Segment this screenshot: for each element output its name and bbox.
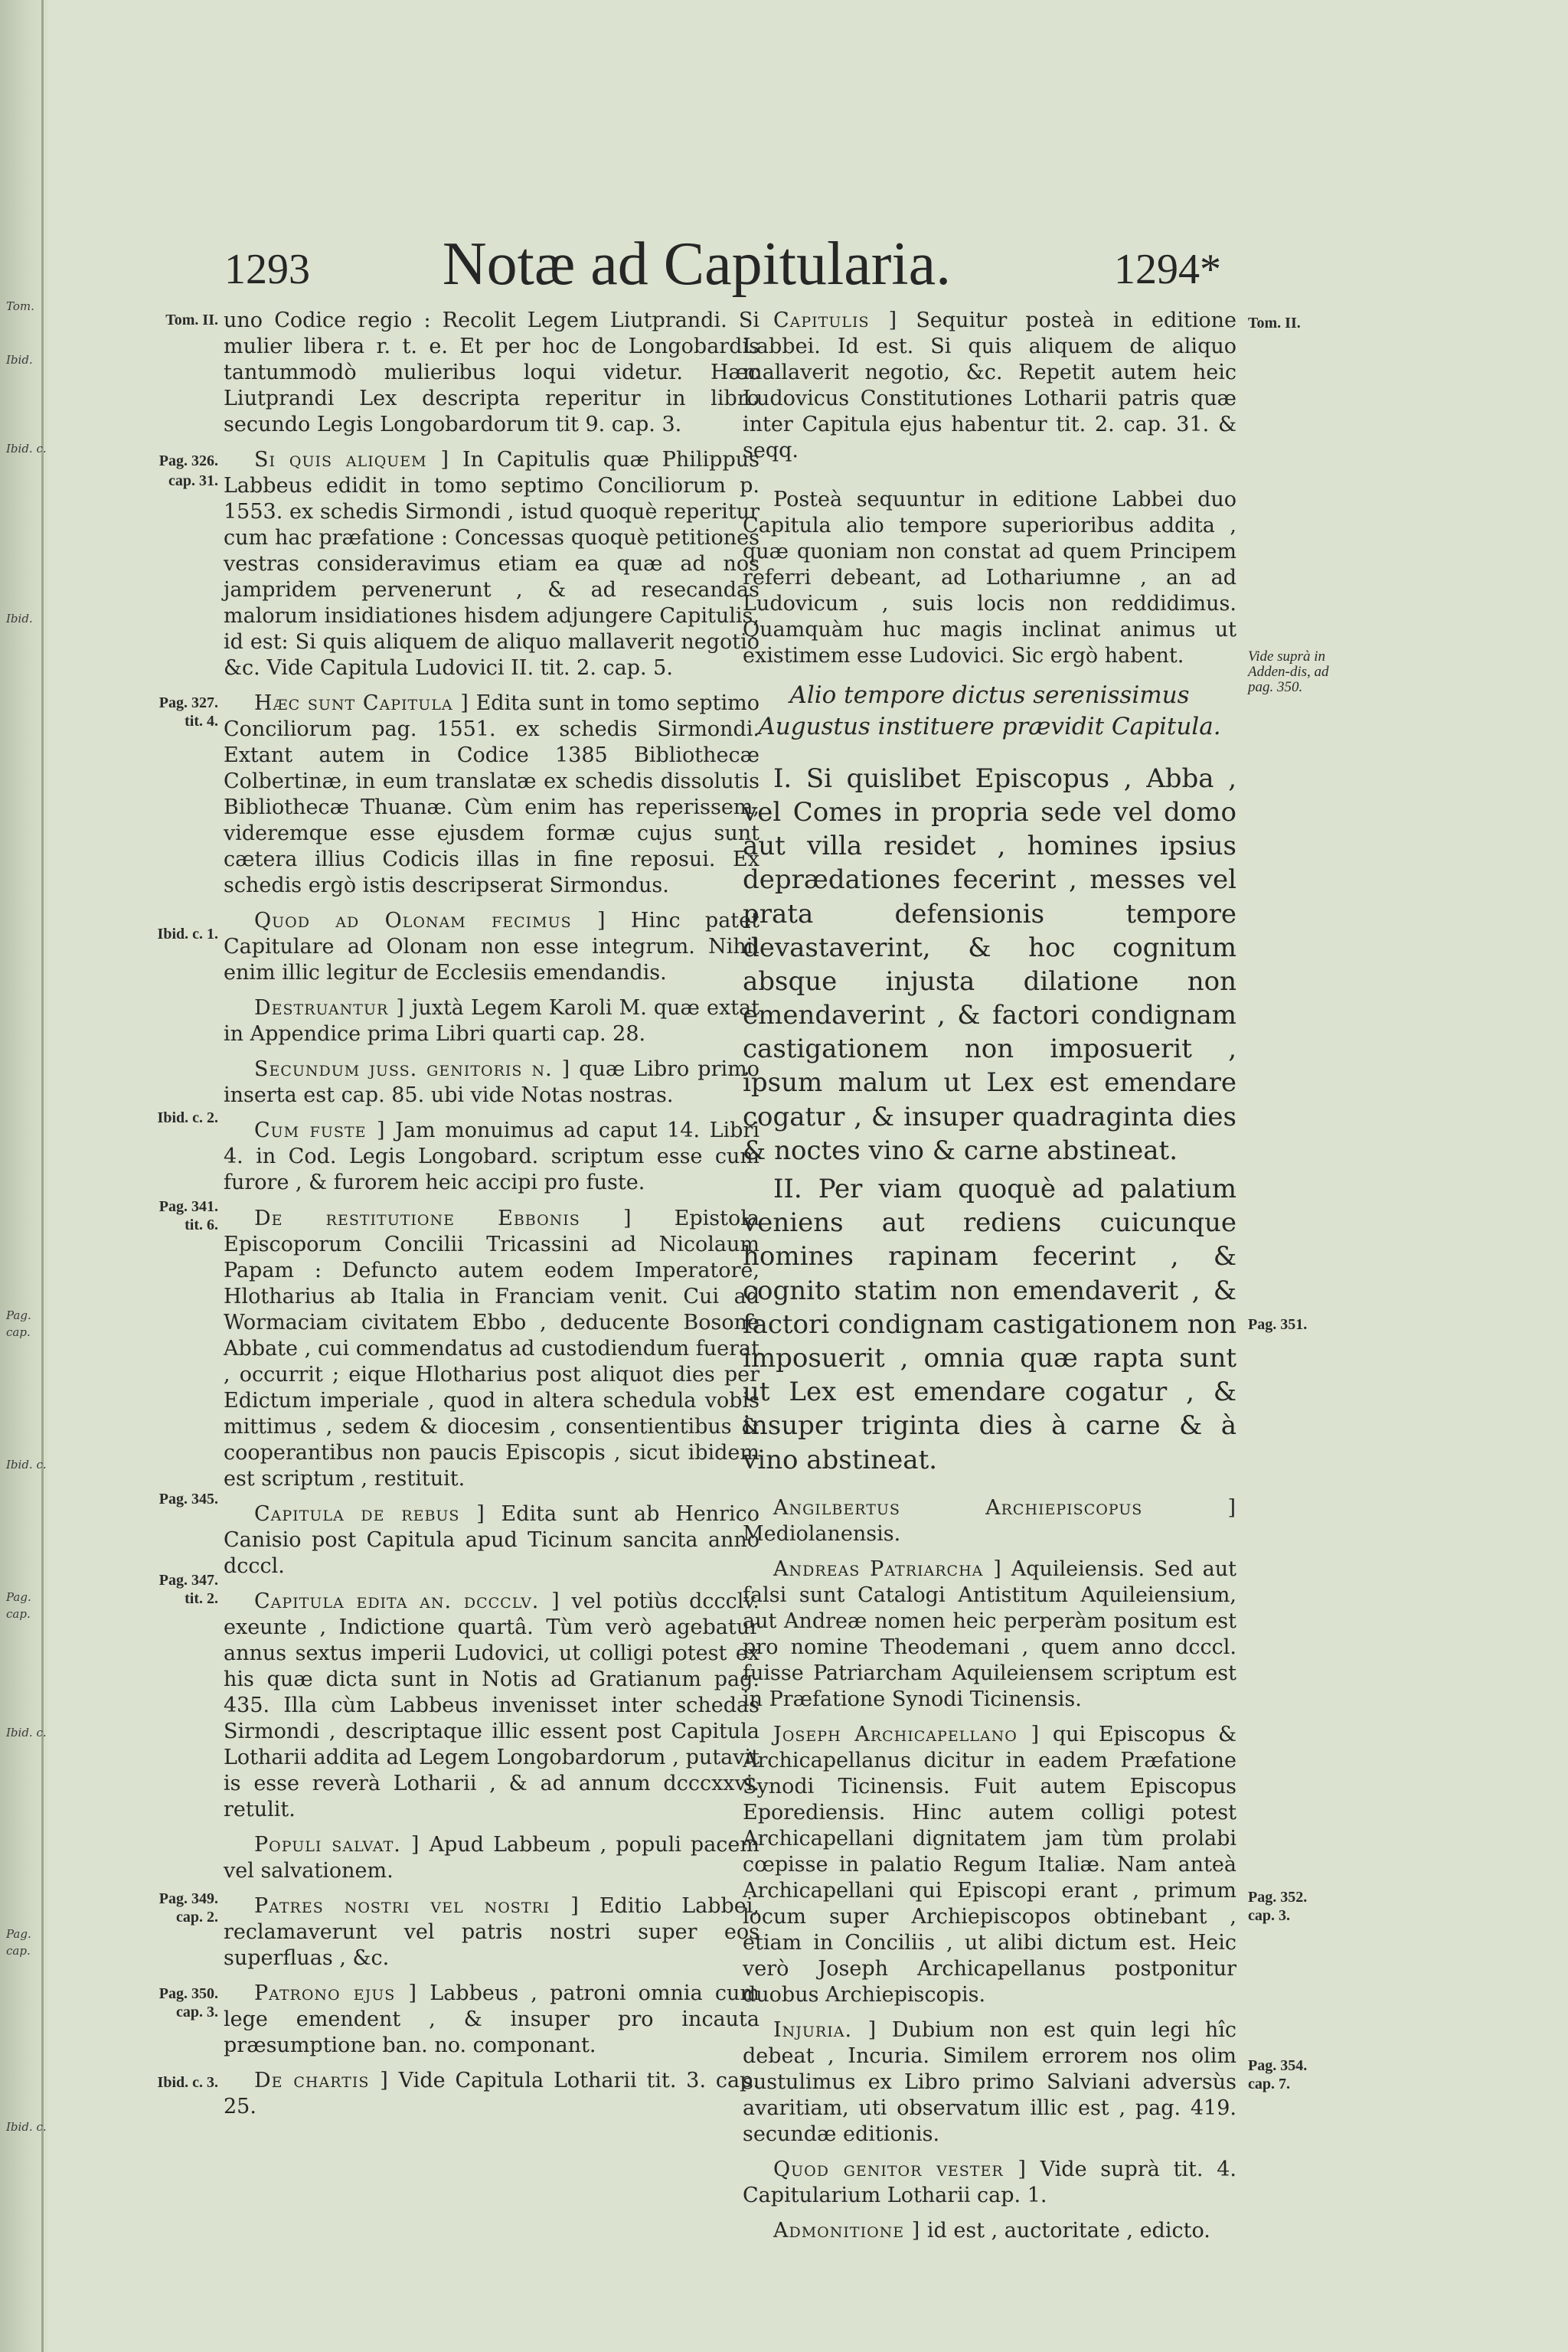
- note-paragraph: [224, 1501, 760, 1579]
- note-paragraph: [743, 2157, 1236, 2209]
- note-text: Jam monuimus ad caput 14. Libri 4. in Cod. Legis Longobard. scriptum esse cum furore , & furorem heic accipi pro fuste.: [224, 1119, 760, 1195]
- margin-note: Pag. 352.: [1248, 1889, 1308, 1906]
- capitula-heading: Alio tempore dictus serenissimus Augustus instituere prævidit Capitula.: [758, 681, 1221, 740]
- note-paragraph: [743, 1557, 1236, 1713]
- lemma: De chartis ]: [254, 2068, 389, 2092]
- margin-note: cap. 2.: [176, 1909, 218, 1926]
- margin-note: Vide suprà in Adden-dis, ad pag. 350.: [1248, 648, 1329, 695]
- lemma: Capitulis ]: [773, 309, 898, 332]
- note-paragraph: [224, 691, 760, 899]
- note-paragraph: [224, 1589, 760, 1823]
- note-paragraph: [743, 487, 1236, 669]
- margin-note: Pag. 327.: [158, 694, 218, 711]
- note-text: id est , auctoritate , edicto.: [926, 2219, 1210, 2243]
- margin-note: tit. 4.: [185, 713, 218, 730]
- note-paragraph: [224, 2068, 760, 2120]
- edge-fragment: Tom.: [6, 299, 34, 313]
- lemma: Capitula de rebus ]: [254, 1501, 485, 1526]
- margin-note: Pag. 351.: [1248, 1316, 1308, 1333]
- note-text: Mediolanensis.: [743, 1521, 901, 1546]
- margin-note: Tom. II.: [1248, 315, 1301, 332]
- page-number-right: 1294*: [1114, 246, 1221, 293]
- lemma: Admonitione ]: [773, 2219, 921, 2243]
- edge-fragment: cap.: [6, 1325, 31, 1339]
- lemma: Cum fuste ]: [254, 1119, 386, 1143]
- margin-note: Pag. 347.: [158, 1572, 218, 1589]
- margin-note: Ibid. c. 2.: [157, 1109, 218, 1126]
- margin-note: cap. 7.: [1248, 2076, 1290, 2092]
- note-paragraph: [224, 308, 760, 438]
- note-paragraph: [224, 995, 760, 1047]
- note-text: juxtà Legem Karoli M. quæ extat in Appendice prima Libri quarti cap. 28.: [224, 996, 760, 1047]
- edge-fragment: cap.: [6, 1944, 31, 1958]
- note-text: Posteà sequuntur in editione Labbei duo Capitula alio tempore superioribus addita , quæ quoniam non constat ad quem Principem referri debeant, ad Lothariumne , an ad Ludovicum , suis locis non reddidimus. Quamquàm huc magis inclinat animus ut existimem esse Ludovici. Sic ergò habent.: [743, 488, 1236, 668]
- edge-fragment: Ibid. c.: [6, 2120, 47, 2134]
- note-text: Hinc patet Capitulare ad Olonam non esse integrum. Nihil enim illic legitur de Ecclesiis emendandis.: [224, 909, 760, 985]
- note-text: qui Episcopus & Archicapellanus dicitur in eadem Præfatione Synodi Ticinensis. Fuit autem Episcopus Eporediensis. Hinc autem colligi potest Archicapellani dignitatem jam tùm prolabi cœpisse in palatio Regum Italiæ. Nam anteà Archicapellani qui Episcopi erant , primum locum super Archiepiscopos obtinebant , etiam in Conciliis , ut alibi dictum est. Heic verò Joseph Archicapellanus postponitur duobus Archiepiscopis.: [743, 1722, 1236, 2007]
- lemma: Populi salvat. ]: [254, 1832, 420, 1857]
- lemma: Andreas Patriarcha ]: [773, 1557, 1002, 1581]
- margin-note: Pag. 345.: [158, 1491, 218, 1508]
- edge-fragment: Pag.: [6, 1590, 31, 1604]
- note-paragraph: [224, 1057, 760, 1109]
- note-paragraph: [224, 447, 760, 681]
- page-number-left: 1293: [224, 246, 310, 293]
- note-text: Aquileiensis. Sed aut falsi sunt Catalogi Antistitum Aquileiensium, aut Andreæ nomen heic perperàm positum est pro nomine Theodemani , quem anno dcccl. fuisse Patriarcham Aquileiensem scriptum est in Præfatione Synodi Ticinensis.: [743, 1557, 1236, 1711]
- note-text: Edita sunt ab Henrico Canisio post Capitula apud Ticinum sancita anno dcccl.: [224, 1501, 760, 1578]
- margin-note: tit. 2.: [185, 1590, 218, 1607]
- capitulum-paragraph: II. Per viam quoquè ad palatium veniens aut rediens cuicunque homines rapinam fecerint , & cognito statim non emendaverit , & factori condignam castigationem non imposuerit , omnia quæ rapta sunt ut Lex est emendare cogatur , & insuper triginta dies à carne & à vino abstineat.: [743, 1174, 1236, 1475]
- note-text: Labbeus , patroni omnia cum lege emendent , & insuper pro incauta præsumptione ban. no. componant.: [224, 1981, 760, 2057]
- note-paragraph: [224, 1981, 760, 2059]
- margin-note: Pag. 350.: [158, 1985, 218, 2002]
- note-text: In Capitulis quæ Philippus Labbeus edidit in tomo septimo Conciliorum p. 1553. ex schedis Sirmondi , istud quoquè reperitur cum hac præfatione : Concessas quoquè petitiones vestras consideravimus etiam ea quæ ad nos jampridem pervenerunt , & ad resecandas malorum insidiationes hisdem adjungere Capitulis, id est: Si quis aliquem de aliquo mallaverit negotio &c. Vide Capitula Ludovici II. tit. 2. cap. 5.: [224, 448, 760, 681]
- lemma: Patrono ejus ]: [254, 1981, 418, 2005]
- note-paragraph: [743, 1722, 1236, 2008]
- note-paragraph: [224, 908, 760, 986]
- lemma: De restitutione Ebbonis ]: [254, 1206, 632, 1230]
- note-text: Editio Labbei, reclamaverunt vel patris nostri super eos superfluas , &c.: [224, 1893, 760, 1970]
- note-text: quæ Libro primo inserta est cap. 85. ubi vide Notas nostras.: [224, 1057, 760, 1108]
- note-paragraph: [743, 2017, 1236, 2148]
- lemma: Injuria. ]: [773, 2018, 877, 2043]
- margin-note: Tom. II.: [165, 312, 218, 328]
- note-paragraph: [224, 1118, 760, 1196]
- lemma: Angilbertus Archiepiscopus ]: [773, 1495, 1236, 1520]
- edge-fragment: Ibid. c.: [6, 1458, 47, 1472]
- margin-note: cap. 3.: [176, 2004, 218, 2020]
- lemma: Quod genitor vester ]: [773, 2158, 1027, 2182]
- lemma: Destruantur ]: [254, 996, 405, 1021]
- capitulum-paragraph: I. Si quislibet Episcopus , Abba , vel Comes in propria sede vel domo aut villa residet , homines ipsius deprædationes fecerint , messes vel prata defensionis tempore devastaverint, & hoc cognitum absque injusta dilatione non emendaverint , & factori condignam castigationem non imposuerit , ipsum malum ut Lex est emendare cogatur , & insuper quadraginta dies & noctes vino & carne abstineat.: [743, 763, 1236, 1166]
- note-text: uno Codice regio : Recolit Legem Liutprandi. Si mulier libera r. t. e. Et per hoc de Longobardis tantummodò mulieribus loqui videtur. Hæc Liutprandi Lex descripta reperitur in libro secundo Legis Longobardorum tit 9. cap. 3.: [224, 309, 760, 437]
- left-column: [224, 308, 760, 2129]
- note-text: Edita sunt in tomo septimo Conciliorum pag. 1551. ex schedis Sirmondi. Extant autem in Codice 1385 Bibliothecæ Colbertinæ, in eum translatæ ex schedis dissolutis Bibliothecæ Thuanæ. Cùm enim has reperissem, videremque esse ejusdem formæ cujus sunt cætera illius Codicis illas in fine reposui. Ex schedis ergò istis descripserat Sirmondus.: [224, 691, 760, 898]
- note-paragraph: [743, 308, 1236, 464]
- note-text: Vide suprà tit. 4. Capitularium Lotharii cap. 1.: [743, 2158, 1236, 2208]
- note-text: Apud Labbeum , populi pacem vel salvationem.: [224, 1832, 760, 1883]
- note-paragraph: [224, 1893, 760, 1971]
- lemma: Hæc sunt Capitula ]: [254, 691, 469, 716]
- lemma: Capitula edita an. dccclv. ]: [254, 1589, 560, 1613]
- margin-note: Pag. 326.: [158, 452, 218, 469]
- page-title: Notæ ad Capitularia.: [442, 230, 952, 298]
- lemma: Patres nostri vel nostri ]: [254, 1893, 580, 1918]
- edge-fragment: Ibid. c.: [6, 1726, 47, 1740]
- lemma: Secundum juss. genitoris n. ]: [254, 1057, 571, 1082]
- margin-note: cap. 3.: [1248, 1907, 1290, 1924]
- note-paragraph: [224, 1832, 760, 1884]
- lemma: Si quis aliquem ]: [254, 448, 450, 472]
- edge-fragment: Ibid.: [6, 612, 33, 626]
- margin-note: tit. 6.: [185, 1217, 218, 1233]
- note-text: Dubium non est quin legi hîc debeat , Incuria. Similem errorem nos olim sustulimus ex Libro primo Salviani adversùs avaritiam, uti observatum illic est , pag. 419. secundæ editionis.: [743, 2018, 1236, 2147]
- edge-fragment: Pag.: [6, 1927, 31, 1941]
- note-paragraph: [743, 1495, 1236, 1547]
- margin-note: Ibid. c. 1.: [157, 926, 218, 942]
- edge-fragment: Ibid.: [6, 353, 33, 367]
- right-column: [743, 308, 1236, 2253]
- note-text: Epistola Episcoporum Concilii Tricassini ad Nicolaum Papam : Defuncto autem eodem Imperatore, Hlotharius ab Italia in Franciam venit. Cui ad Wormaciam civitatem Ebbo , deducente Bosone Abbate , cui commendatus ad custodiendum fuerat , occurrit ; eique Hlotharius post aliquot dies per Edictum imperiale , quod in altera schedula vobis mittimus , sedem & diocesim , consentientibus & cooperantibus non paucis Episcopis , sicut ibidem est scriptum , restituit.: [224, 1206, 760, 1491]
- gutter-line: [41, 0, 44, 2352]
- margin-note: cap. 31.: [168, 472, 218, 489]
- margin-note: Pag. 349.: [158, 1890, 218, 1907]
- note-text: Sequitur posteà in editione Labbei. Id est. Si quis aliquem de aliquo mallaverit negotio, &c. Repetit autem heic Ludovicus Constitutiones Lotharii patris quæ inter Capitula ejus habentur tit. 2. cap. 31. & seqq.: [743, 309, 1236, 463]
- margin-note: Pag. 341.: [158, 1198, 218, 1215]
- edge-fragment: Pag.: [6, 1308, 31, 1322]
- edge-fragment: cap.: [6, 1607, 31, 1621]
- margin-note: Pag. 354.: [1248, 2057, 1308, 2074]
- running-head: [0, 230, 1568, 299]
- margin-note: Ibid. c. 3.: [157, 2074, 218, 2091]
- note-text: Vide Capitula Lotharii tit. 3. cap. 25.: [224, 2068, 760, 2118]
- edge-fragment: Ibid. c.: [6, 442, 47, 456]
- note-paragraph: [743, 2218, 1236, 2244]
- lemma: Quod ad Olonam fecimus ]: [254, 909, 606, 933]
- lemma: Joseph Archicapellano ]: [773, 1722, 1040, 1746]
- note-text: vel potiùs dccclv. exeunte , Indictione quartâ. Tùm verò agebatur annus sextus imperii Ludovici, ut colligi potest ex his quæ dicta sunt in Notis ad Gratianum pag. 435. Illa cùm Labbeus invenisset inter schedas Sirmondi , descriptaque illic essent post Capitula Lotharii addita ad Legem Longobardorum , putavit is esse reverà Lotharii , & ad annum dcccxxvi. retulit.: [224, 1589, 760, 1821]
- note-paragraph: [224, 1206, 760, 1492]
